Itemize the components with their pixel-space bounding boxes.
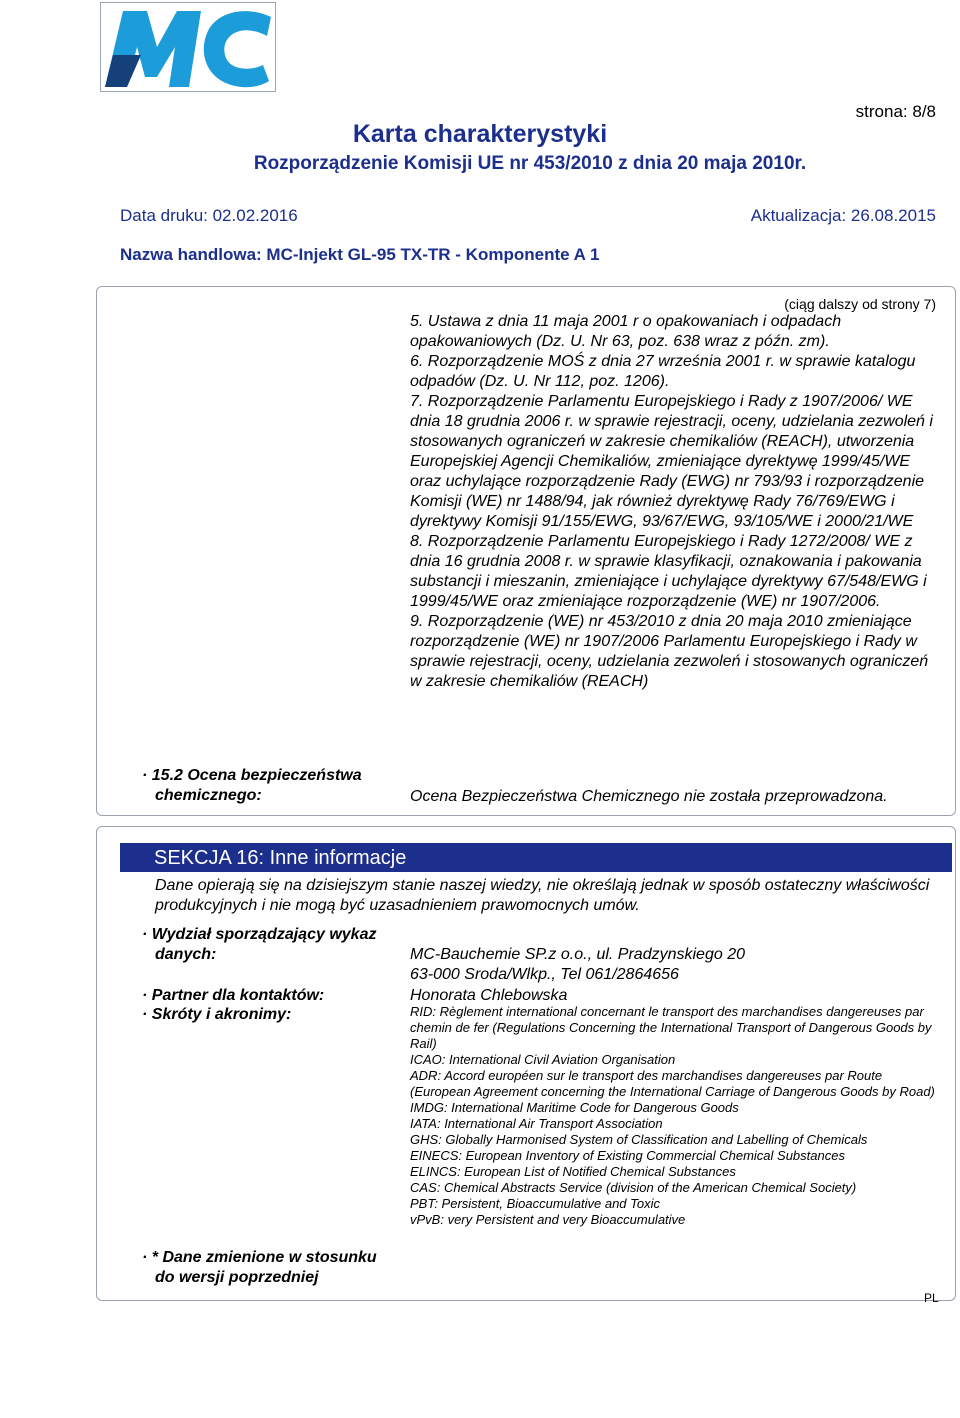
abbreviation-item: ELINCS: European List of Notified Chemical Substances (410, 1164, 736, 1179)
changes-label: · * Dane zmienione w stosunku do wersji poprzedniej (142, 1249, 377, 1286)
abbr-label: · Skróty i akronimy: (142, 1006, 292, 1023)
page-number: strona: 8/8 (855, 102, 936, 121)
logo-text: MC (101, 3, 103, 4)
abbreviation-item: IATA: International Air Transport Association (410, 1116, 663, 1131)
regulation-item: 6. Rozporządzenie MOŚ z dnia 27 września 2001 r. w sprawie katalogu odpadów (Dz. U. Nr 112, poz. 1206). (410, 353, 916, 390)
continued-note: (ciąg dalszy od strony 7) (784, 296, 936, 312)
regulation-item: 8. Rozporządzenie Parlamentu Europejskiego i Rady 1272/2008/ WE z dnia 16 grudnia 2008 r. w sprawie klasyfikacji, oznakowania i pakowania substancji i mieszanin, zmieniające i uchylające dyrektywy 67/548/EWG i 1999/45/WE oraz zmieniające rozporządzenie (WE) nr 1907/2006. (410, 533, 927, 610)
contact-value: Honorata Chlebowska (410, 987, 568, 1004)
regulation-item: 5. Ustawa z dnia 11 maja 2001 r o opakowaniach i odpadach opakowaniowych (Dz. U. Nr 63, poz. 638 wraz z późn. zm). (410, 313, 842, 350)
abbreviation-item: IMDG: International Maritime Code for Dangerous Goods (410, 1100, 739, 1115)
regulation-item: 9. Rozporządzenie (WE) nr 453/2010 z dnia 20 maja 2010 zmieniające rozporządzenie (WE) nr 1907/2006 Parlamentu Europejskiego i Rady w sprawie rejestracji, oceny, udzielania zezwoleń i stosowanych ograniczeń w zakresie chemikaliów (REACH) (410, 613, 929, 690)
assessment-value: Ocena Bezpieczeństwa Chemicznego nie została przeprowadzona. (410, 788, 888, 805)
regulation-item: 7. Rozporządzenie Parlamentu Europejskiego i Rady z 1907/2006/ WE dnia 18 grudnia 2006 r. w sprawie rejestracji, oceny, udzielania zezwoleń i stosowanych ograniczeń w zakresie chemikaliów (REACH), utworzenia Europejskiej Agencji Chemikaliów, zmieniające dyrektywę 1999/45/WE oraz uchylające rozporządzenie Rady (EWG) nr 793/93 i rozporządzenie Komisji (WE) nr 1488/94, jak również dyrektywę Rady 76/769/EWG i dyrektywy Komisji 91/155/EWG, 93/67/EWG, 93/105/WE i 2000/21/WE (410, 393, 933, 530)
abbreviation-item: EINECS: European Inventory of Existing Commercial Chemical Substances (410, 1148, 845, 1163)
print-date: Data druku: 02.02.2016 (120, 206, 298, 225)
abbreviations-list (410, 1004, 936, 1228)
document-subtitle: Rozporządzenie Komisji UE nr 453/2010 z dnia 20 maja 2010r. (253, 153, 807, 174)
dept-value: MC-Bauchemie SP.z o.o., ul. Pradzynskiego 20 63-000 Sroda/Wlkp., Tel 061/2864656 (410, 946, 745, 983)
document-title: Karta charakterystyki (352, 120, 608, 148)
abbreviation-item: RID: Règlement international concernant le transport des marchandises dangereuses par chemin de fer (Regulations Concerning the International Transport of Dangerous Goods by Rail) (410, 1004, 932, 1051)
contact-label: · Partner dla kontaktów: (142, 987, 325, 1004)
trade-name: Nazwa handlowa: MC-Injekt GL-95 TX-TR - Komponente A 1 (120, 245, 600, 264)
mc-logo-graphic (101, 3, 275, 91)
dept-label: · Wydział sporządzający wykaz danych: (142, 926, 377, 963)
section-16-heading: SEKCJA 16: Inne informacje (120, 843, 952, 872)
abbreviation-item: ADR: Accord européen sur le transport des marchandises dangereuses par Route (European Agreement concerning the International Carriage of Dangerous Goods by Road) (410, 1068, 935, 1099)
abbreviation-item: ICAO: International Civil Aviation Organisation (410, 1052, 676, 1067)
section-16-intro: Dane opierają się na dzisiejszym stanie naszej wiedzy, nie określają jednak w sposób ostateczny właściwości produkcyjnych i nie mogą być uzasadnieniem prawomocnych umów. (155, 877, 930, 914)
update-date: Aktualizacja: 26.08.2015 (750, 206, 936, 225)
assessment-label: · 15.2 Ocena bezpieczeństwa chemicznego: (142, 767, 362, 804)
abbreviation-item: GHS: Globally Harmonised System of Classification and Labelling of Chemicals (410, 1132, 868, 1147)
company-logo (100, 2, 276, 92)
regulations-list (410, 312, 936, 692)
abbreviation-item: PBT: Persistent, Bioaccumulative and Toxic (410, 1196, 661, 1211)
language-code: PL (924, 1291, 939, 1305)
abbreviation-item: CAS: Chemical Abstracts Service (division of the American Chemical Society) (410, 1180, 857, 1195)
abbreviation-item: vPvB: very Persistent and very Bioaccumulative (410, 1212, 686, 1227)
